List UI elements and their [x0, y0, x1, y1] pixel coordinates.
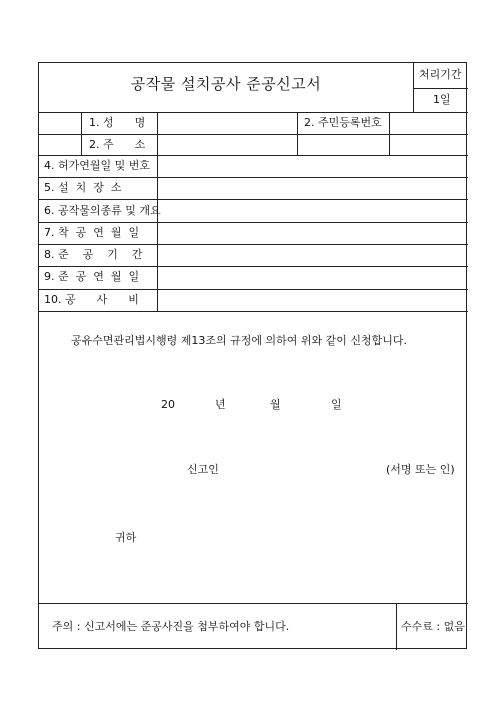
resident-number-label: 2. 주민등록번호 [304, 116, 382, 129]
resident-number-field[interactable] [390, 113, 468, 134]
permit-field[interactable] [158, 156, 468, 177]
date-prefix: 20 [161, 398, 175, 411]
applicant-label: 신고인 [187, 463, 219, 476]
start-date-field[interactable] [158, 223, 468, 244]
name-label: 1. 성 명 [89, 116, 146, 129]
fee-label: 수수료 : 없음 [401, 620, 465, 633]
recipient-label: 귀하 [115, 531, 137, 544]
processing-period-value: 1일 [433, 93, 451, 106]
completion-date-label: 9. 준 공 연 월 일 [44, 270, 140, 283]
permit-label: 4. 허가연월일 및 번호 [44, 159, 150, 172]
day-unit: 일 [331, 398, 342, 411]
statement-text: 공유수면관리법시행령 제13조의 규정에 의하여 위와 같이 신청합니다. [71, 334, 407, 347]
start-date-label: 7. 착 공 연 월 일 [44, 226, 140, 239]
completion-date-field[interactable] [158, 267, 468, 289]
completion-report-form [38, 62, 467, 649]
year-unit: 년 [215, 398, 226, 411]
completion-period-label: 8. 준 공 기 간 [44, 248, 143, 261]
structure-field[interactable] [158, 200, 468, 222]
structure-label: 6. 공작물의종류 및 개요 [44, 204, 161, 217]
processing-period-label: 처리기간 [419, 68, 462, 81]
cost-label: 10. 공 사 비 [44, 293, 139, 306]
footer-note: 주의 : 신고서에는 준공사진을 첨부하여야 합니다. [52, 620, 290, 633]
location-field[interactable] [158, 178, 468, 199]
form-title: 공작물 설치공사 준공신고서 [130, 75, 322, 93]
signature-label: (서명 또는 인) [386, 463, 455, 476]
cost-field[interactable] [158, 290, 468, 311]
completion-period-field[interactable] [158, 245, 468, 266]
name-field[interactable] [158, 113, 297, 134]
address-field[interactable] [158, 135, 468, 155]
month-unit: 월 [270, 398, 281, 411]
location-label: 5. 설 치 장 소 [44, 181, 122, 194]
address-label: 2. 주 소 [89, 138, 146, 151]
